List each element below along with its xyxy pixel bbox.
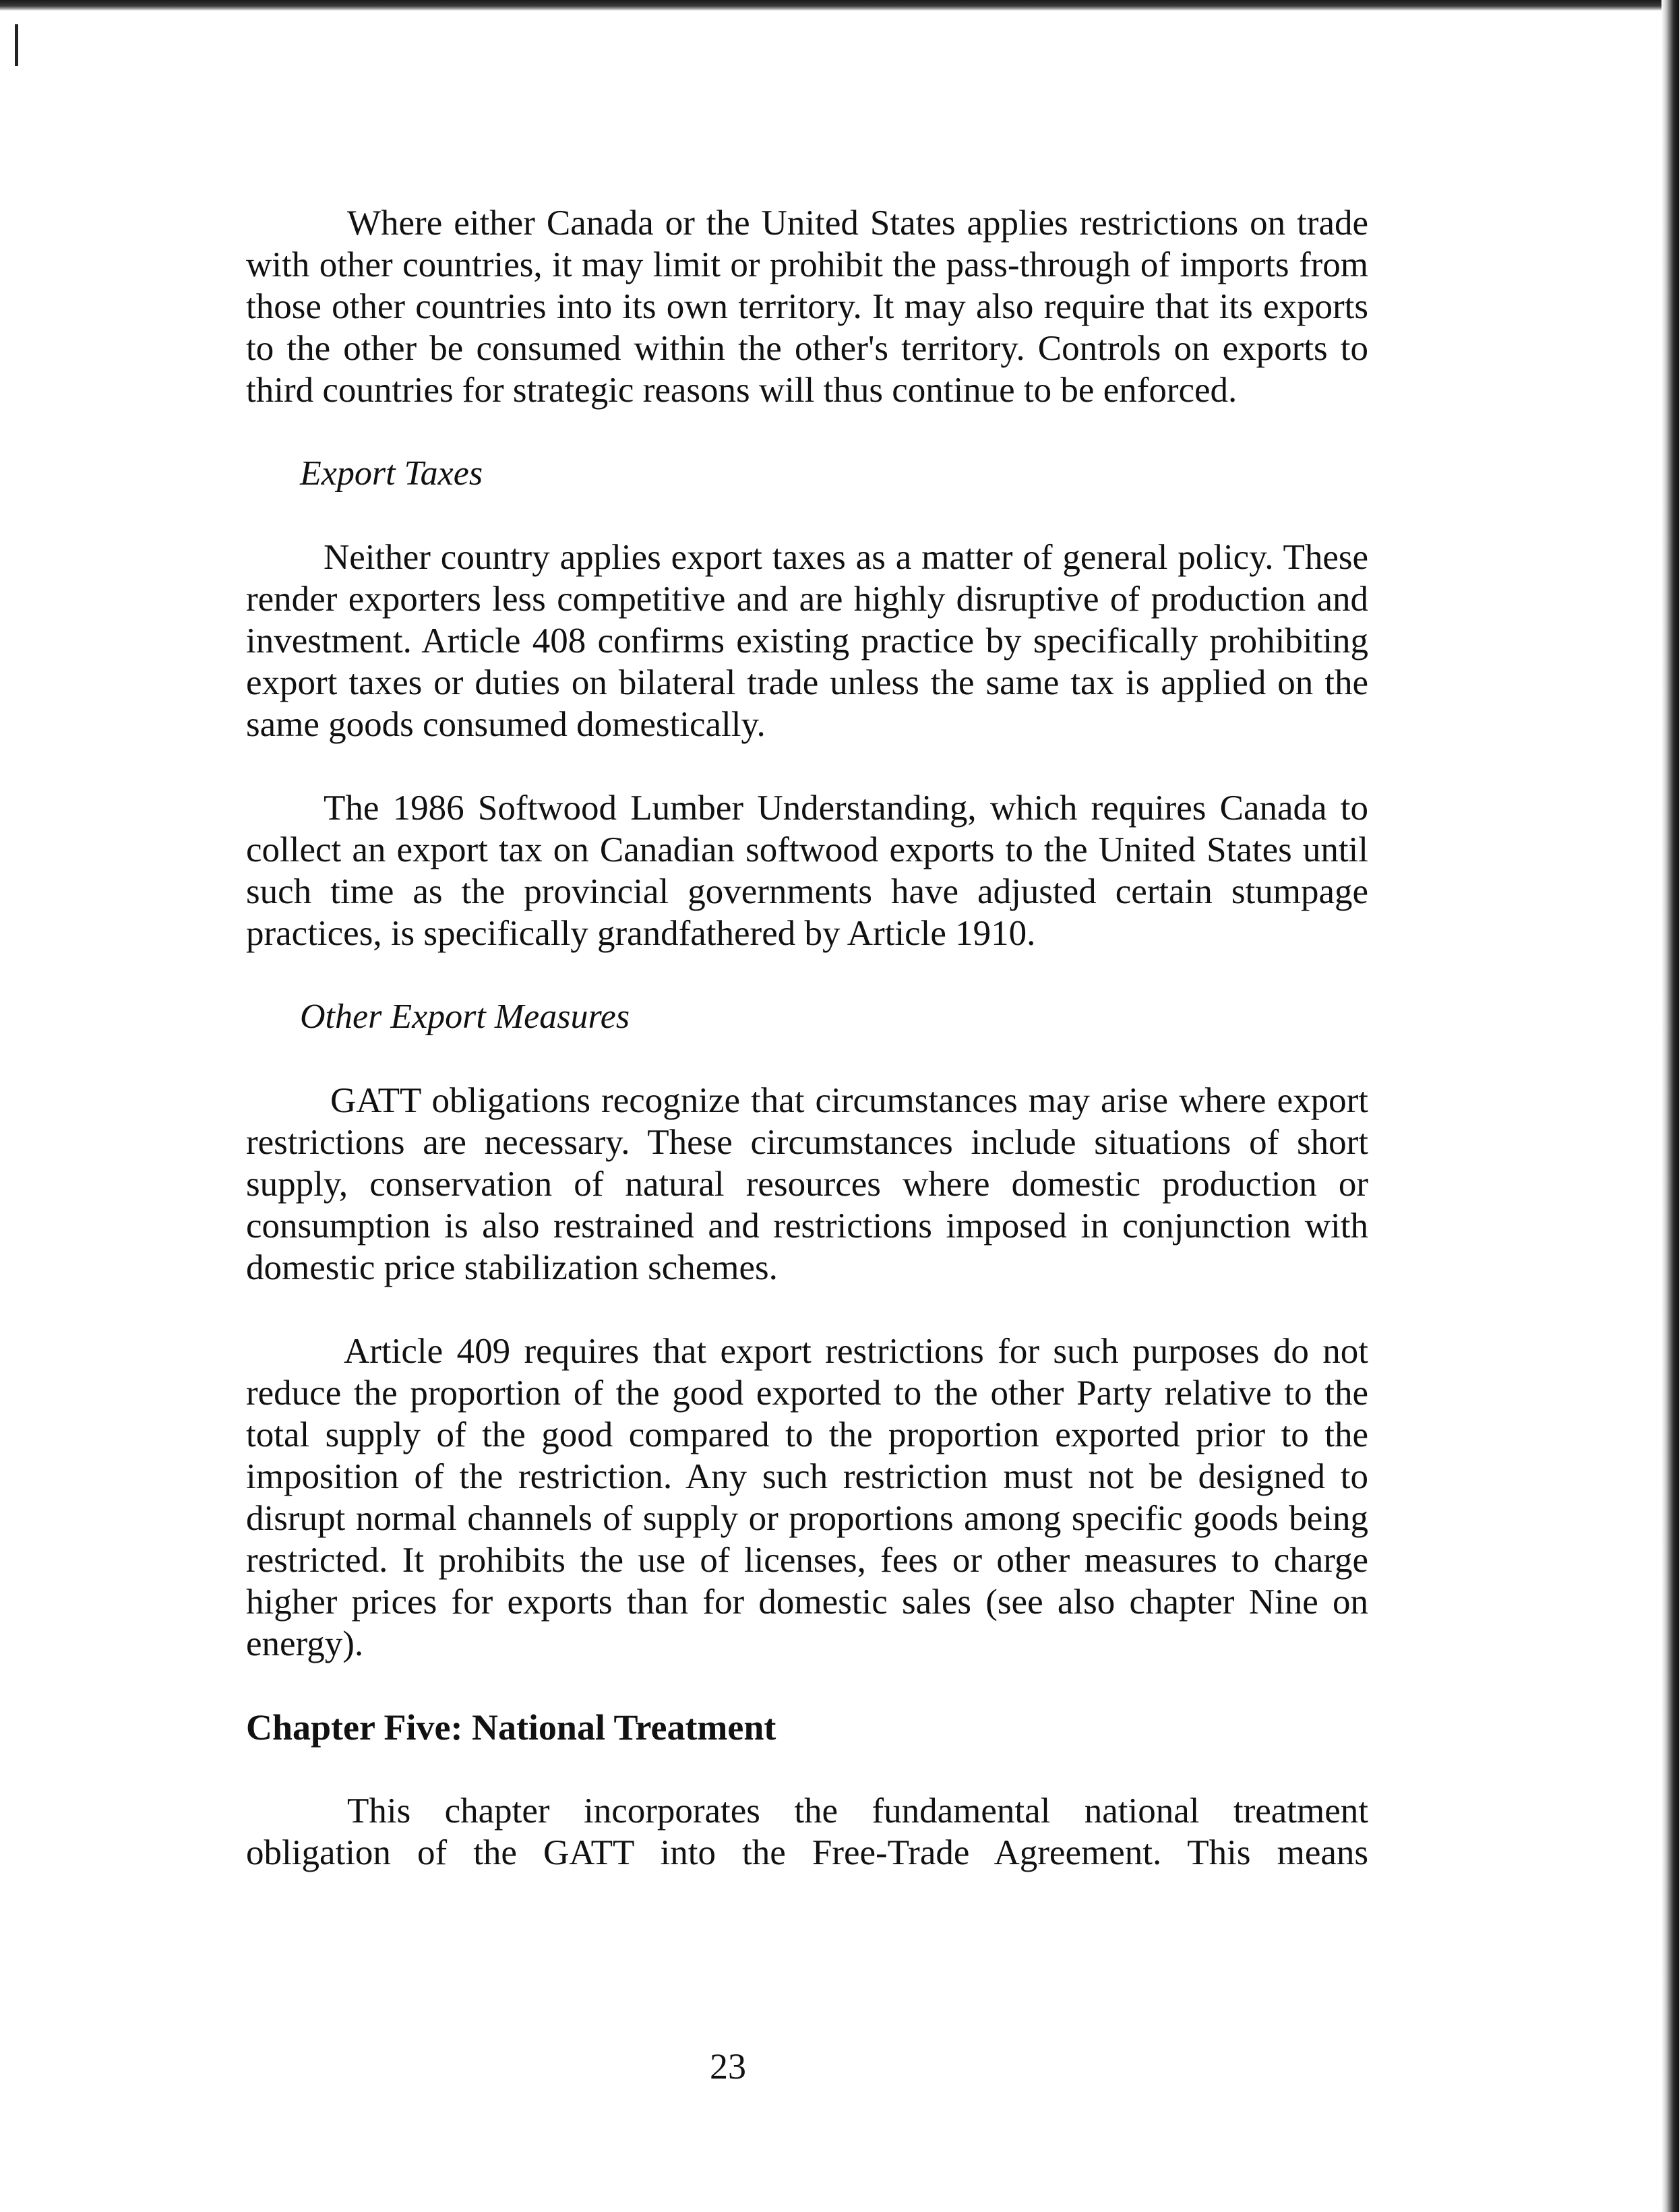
paragraph-third-country-restrictions: Where either Canada or the United States applies restrictions on trade with other countries, it may limit or prohibit the pass-through of imports from those other countries into its own territory. It may also require that its exports to the other be consumed within the other's territory. Controls on exports to third countries for strategic reasons will thus continue to be enforced.	[246, 204, 1368, 410]
paragraph-export-taxes-policy: Neither country applies export taxes as a matter of general policy. These render exporters less competitive and are highly disruptive of production and investment. Article 408 confirms existing practice by specifically prohibiting export taxes or duties on bilateral trade unless the same tax is applied on the same goods consumed domestically.	[246, 538, 1368, 744]
section-heading-other-export-measures: Other Export Measures	[300, 997, 630, 1036]
paragraph-article-409: Article 409 requires that export restrictions for such purposes do not reduce the proportion of the good exported to the other Party relative to the total supply of the good compared to the proportion exported prior to the imposition of the restriction. Any such restriction must not be designed to disrupt normal channels of supply or proportions among specific goods being restricted. It prohibits the use of licenses, fees or other measures to charge higher prices for exports than for domestic sales (see also chapter Nine on energy).	[246, 1332, 1368, 1663]
paragraph-gatt-obligations: GATT obligations recognize that circumstances may arise where export restrictions are necessary. These circumstances include situations of short supply, conservation of natural resources where domestic production or consumption is also restrained and restrictions imposed in conjunction with domestic price stabilization schemes.	[246, 1081, 1368, 1287]
document-body	[246, 202, 1368, 1874]
scan-edge-right	[1661, 0, 1679, 2212]
section-heading-export-taxes: Export Taxes	[300, 454, 483, 493]
scan-mark-left	[15, 24, 18, 66]
chapter-heading-national-treatment: Chapter Five: National Treatment	[246, 1707, 776, 1748]
scan-edge-top	[0, 0, 1679, 11]
paragraph-softwood-lumber: The 1986 Softwood Lumber Understanding, which requires Canada to collect an export tax on Canadian softwood exports to the United States until such time as the provincial governments have adjusted certain stumpage practices, is specifically grandfathered by Article 1910.	[246, 789, 1368, 953]
page-number: 23	[710, 2046, 746, 2087]
paragraph-chapter-five-intro: This chapter incorporates the fundamental national treatment obligation of the GATT into the Free-Trade Agreement. This means	[246, 1791, 1368, 1872]
